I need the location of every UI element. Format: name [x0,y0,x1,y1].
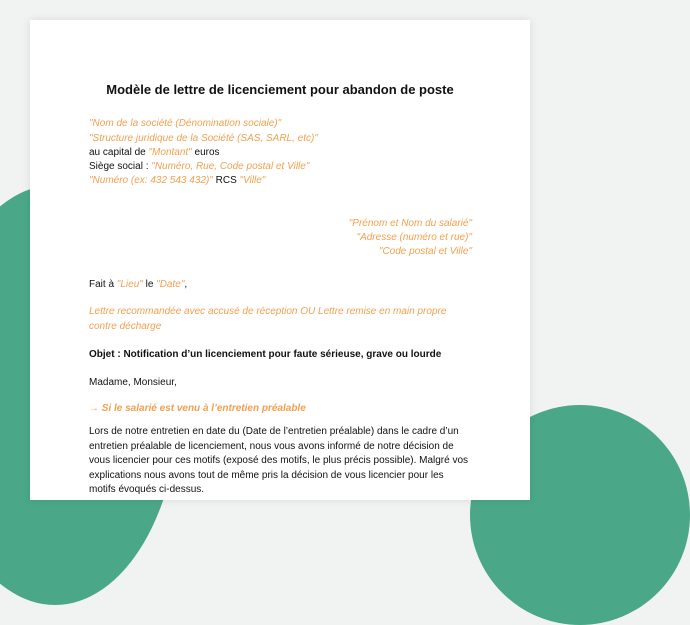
place-date-line [89,277,507,292]
capital-amount-placeholder: "Montant" [148,147,192,158]
place-placeholder: "Lieu" [116,279,143,290]
recipient-postal-placeholder: "Code postal et Ville" [378,246,472,257]
capital-prefix: au capital de [89,147,149,158]
place-prefix: Fait à [89,279,117,290]
capital-line [89,145,507,160]
capital-suffix: euros [191,147,220,158]
document-title: Modèle de lettre de licenciement pour abandon de poste [106,82,454,97]
head-office-label: Siège social : [89,161,152,172]
rcs-number-placeholder: "Numéro (ex: 432 543 432)" [89,175,213,186]
rcs-line [89,173,507,188]
company-name-placeholder: "Nom de la société (Dénomination sociale)" [89,118,282,129]
legal-structure-placeholder: "Structure juridique de la Société (SAS, SARL, etc)" [89,133,318,144]
head-office-line [89,159,507,174]
place-middle: le [142,279,157,290]
subject-line: Objet : Notification d’un licenciement pour faute sérieuse, grave ou lourde [89,349,442,360]
recipient-address-placeholder: "Adresse (numéro et rue)" [356,232,472,243]
date-placeholder: "Date" [156,279,185,290]
head-office-placeholder: "Numéro, Rue, Code postal et Ville" [151,161,310,172]
delivery-method-line: Lettre recommandée avec accusé de réception OU Lettre remise en main propre contre décharge [89,306,447,332]
salutation: Madame, Monsieur, [89,377,177,388]
recipient-name-placeholder: "Prénom et Nom du salarié" [348,218,472,229]
section-heading: → Si le salarié est venu à l’entretien préalable [89,403,306,414]
body-paragraph: Lors de notre entretien en date du (Date de l’entretien préalable) dans le cadre d’un entretien préalable de licenciement, nous vous avons informé de notre décision de vous licencier pour ces motifs (exposé des motifs, le plus précis possible). Malgré vos explications nous avons tout de même pris la décision de vous licencier pour les motifs évoqués ci-dessus. [89,426,469,495]
place-suffix: , [184,279,188,290]
rcs-label: RCS [212,175,240,186]
rcs-city-placeholder: "Ville" [239,175,266,186]
